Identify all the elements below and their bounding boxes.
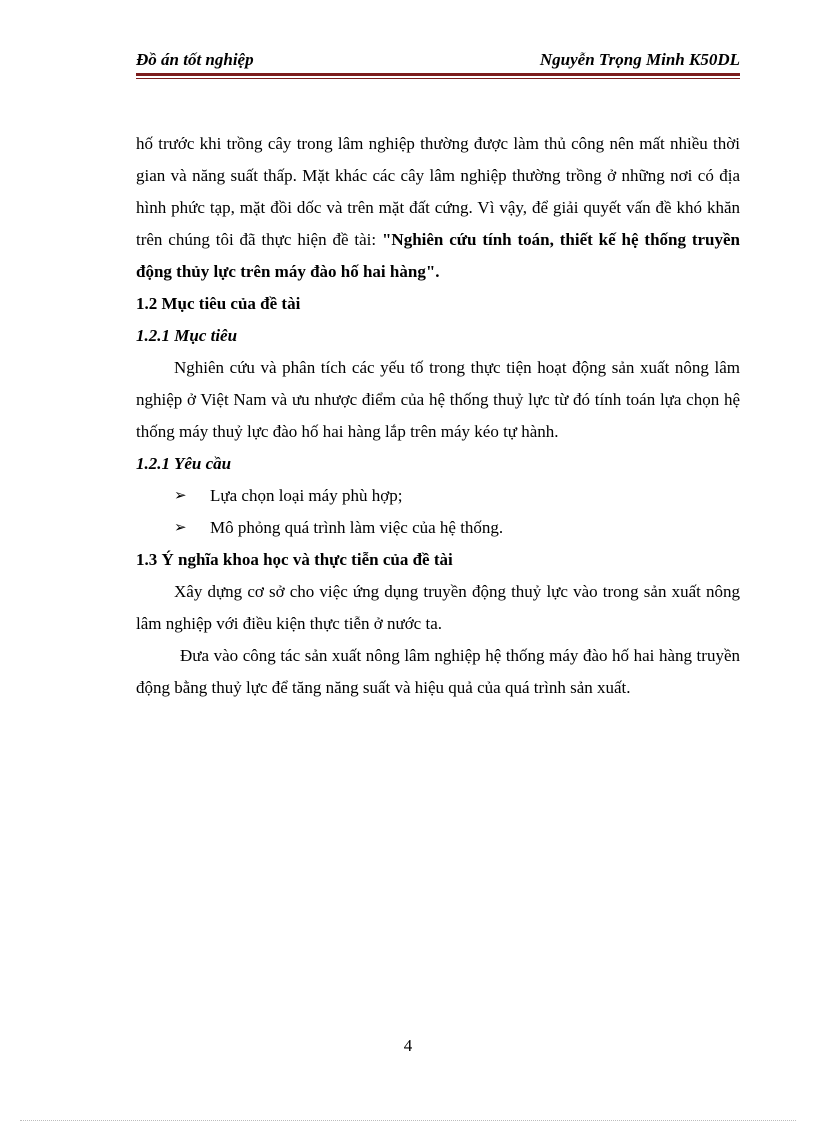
requirements-list: [136, 480, 740, 544]
subsection-heading-yeu-cau: 1.2.1 Yêu cầu: [136, 454, 232, 473]
paragraph-y-nghia-2: Đưa vào công tác sản xuất nông lâm nghiệp hệ thống máy đào hố hai hàng truyền động bằng thuỷ lực để tăng năng suất và hiệu quả của quá trình sản xuất.: [136, 646, 740, 697]
header-author: Nguyễn Trọng Minh K50DL: [539, 50, 740, 69]
list-item: [136, 480, 740, 512]
thesis-title: "Nghiên cứu tính toán, thiết kế hệ thống truyền động thủy lực trên máy đào hố hai hàng".: [136, 230, 741, 281]
list-item-text: Mô phỏng quá trình làm việc của hệ thống.: [210, 518, 504, 537]
arrow-bullet-icon: ➢: [174, 488, 187, 504]
page-bottom-divider: [20, 1120, 796, 1121]
paragraph-muc-tieu: Nghiên cứu và phân tích các yếu tố trong thực tiện hoạt động sản xuất nông lâm nghiệp ở Việt Nam và ưu nhược điểm của hệ thống thuỷ lực từ đó tính toán lựa chọn hệ thống máy thuỷ lực đào hố hai hàng lắp trên máy kéo tự hành.: [136, 358, 740, 441]
page-number: 4: [403, 1036, 413, 1055]
subsection-heading-muc-tieu: 1.2.1 Mục tiêu: [136, 326, 238, 345]
list-item-text: Lựa chọn loại máy phù hợp;: [210, 486, 403, 505]
header-title: Đồ án tốt nghiệp: [136, 50, 254, 69]
section-heading-1-3: 1.3 Ý nghĩa khoa học và thực tiễn của đề tài: [136, 550, 453, 569]
intro-text: hố trước khi trồng cây trong lâm nghiệp thường được làm thủ công nên mất nhiều thời gian và năng suất thấp. Mặt khác các cây lâm nghiệp thường trồng ở những nơi có địa hình phức tạp, mặt đồi dốc và trên mặt đất cứng. Vì vậy, để giải quyết vấn đề khó khăn trên chúng tôi đã thực hiện đề tài:: [136, 134, 740, 249]
arrow-bullet-icon: ➢: [174, 520, 187, 536]
page-header: [136, 50, 740, 72]
header-rule-thin: [136, 78, 740, 79]
section-heading-1-2: 1.2 Mục tiêu của đề tài: [136, 294, 301, 313]
header-rule-thick: [136, 73, 740, 76]
intro-paragraph: [136, 128, 740, 288]
paragraph-y-nghia-1: Xây dựng cơ sở cho việc ứng dụng truyền động thuỷ lực vào trong sản xuất nông lâm nghiệp với điều kiện thực tiễn ở nước ta.: [136, 582, 740, 633]
list-item: [136, 512, 740, 544]
page-body: [136, 128, 740, 704]
